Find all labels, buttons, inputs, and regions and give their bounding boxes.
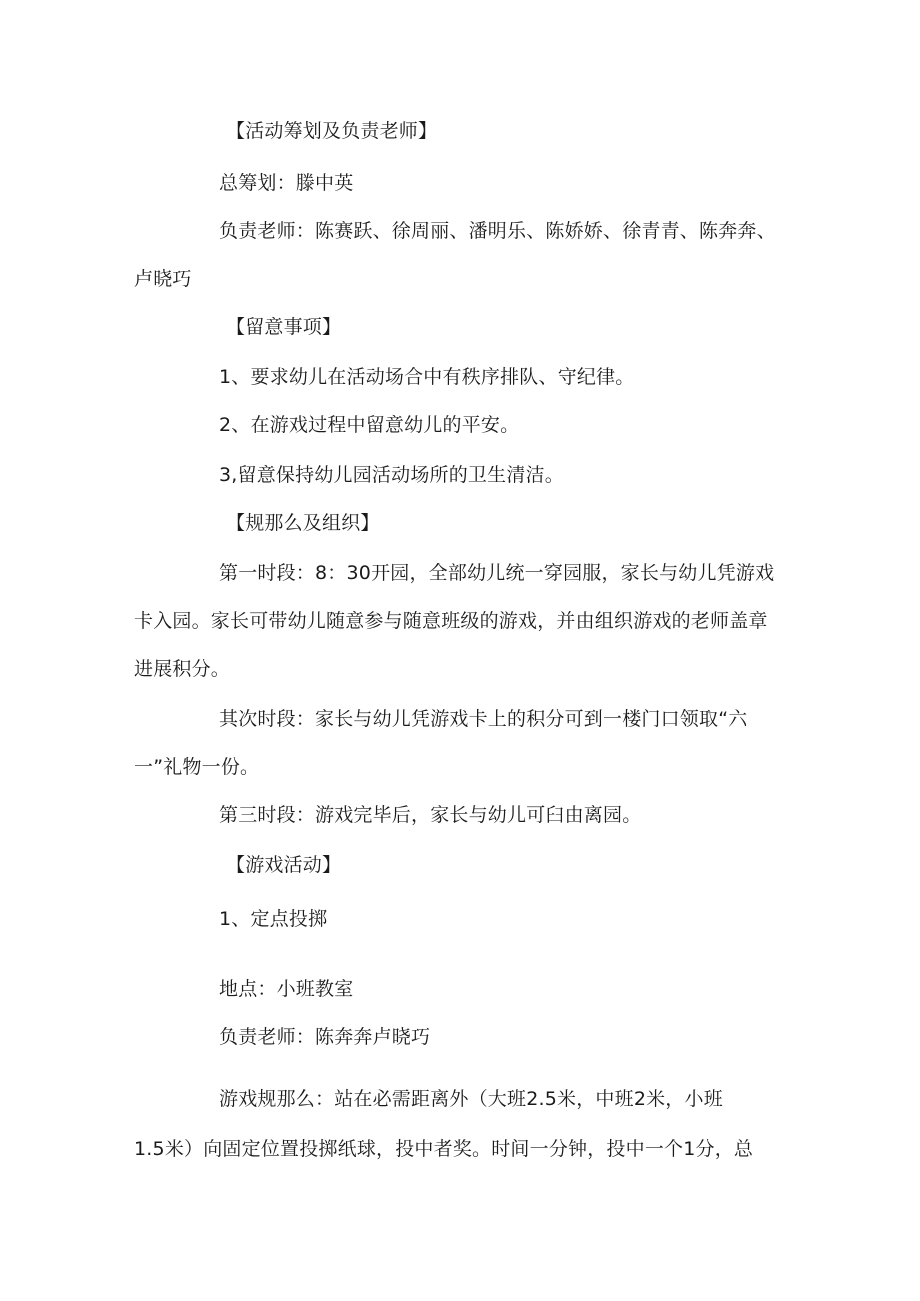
note-item-2: 2、在游戏过程中留意幼儿的平安。 (219, 414, 520, 436)
heading-planning: 【活动筹划及负责老师】 (226, 120, 438, 142)
period1-line3: 进展积分。 (134, 658, 231, 680)
game1-teachers: 负责老师：陈奔奔卢晓巧 (219, 1026, 431, 1048)
teachers-text-line2: 卢晓巧 (134, 268, 192, 290)
heading-rules: 【规那么及组织】 (226, 512, 380, 534)
chief-planner-text: 总筹划：滕中英 (219, 172, 354, 194)
period3-text: 第三时段：游戏完毕后，家长与幼儿可臼由离园。 (219, 804, 642, 826)
period2-line1: 其次时段：家长与幼儿凭游戏卡上的积分可到一楼门口领取“六 (219, 708, 748, 730)
period1-line2: 卡入园。家长可带幼儿随意参与随意班级的游戏，并由组织游戏的老师盖章 (134, 610, 768, 632)
heading-notes: 【留意事项】 (226, 316, 342, 338)
teachers-text-line1: 负责老师：陈赛跃、徐周丽、潘明乐、陈娇娇、徐青青、陈奔奔、 (219, 220, 776, 242)
game1-title: 1、定点投掷 (219, 908, 328, 930)
period1-line1: 第一时段：8：30开园，全部幼儿统一穿园服，家长与幼儿凭游戏 (219, 562, 775, 584)
note-item-1: 1、要求幼儿在活动场合中有秩序排队、守纪律。 (219, 366, 635, 388)
heading-games: 【游戏活动】 (226, 854, 342, 876)
game1-rules-line2: 1.5米）向固定位置投掷纸球，投中者奖。时间一分钟，投中一个1分，总 (134, 1138, 754, 1160)
game1-rules-line1: 游戏规那么：站在必需距离外（大班2.5米，中班2米，小班 (219, 1088, 723, 1110)
period2-line2: 一”礼物一份。 (134, 756, 260, 778)
note-item-3: 3,留意保持幼儿园活动场所的卫生清洁。 (219, 464, 564, 486)
game1-location: 地点：小班教室 (219, 978, 354, 1000)
